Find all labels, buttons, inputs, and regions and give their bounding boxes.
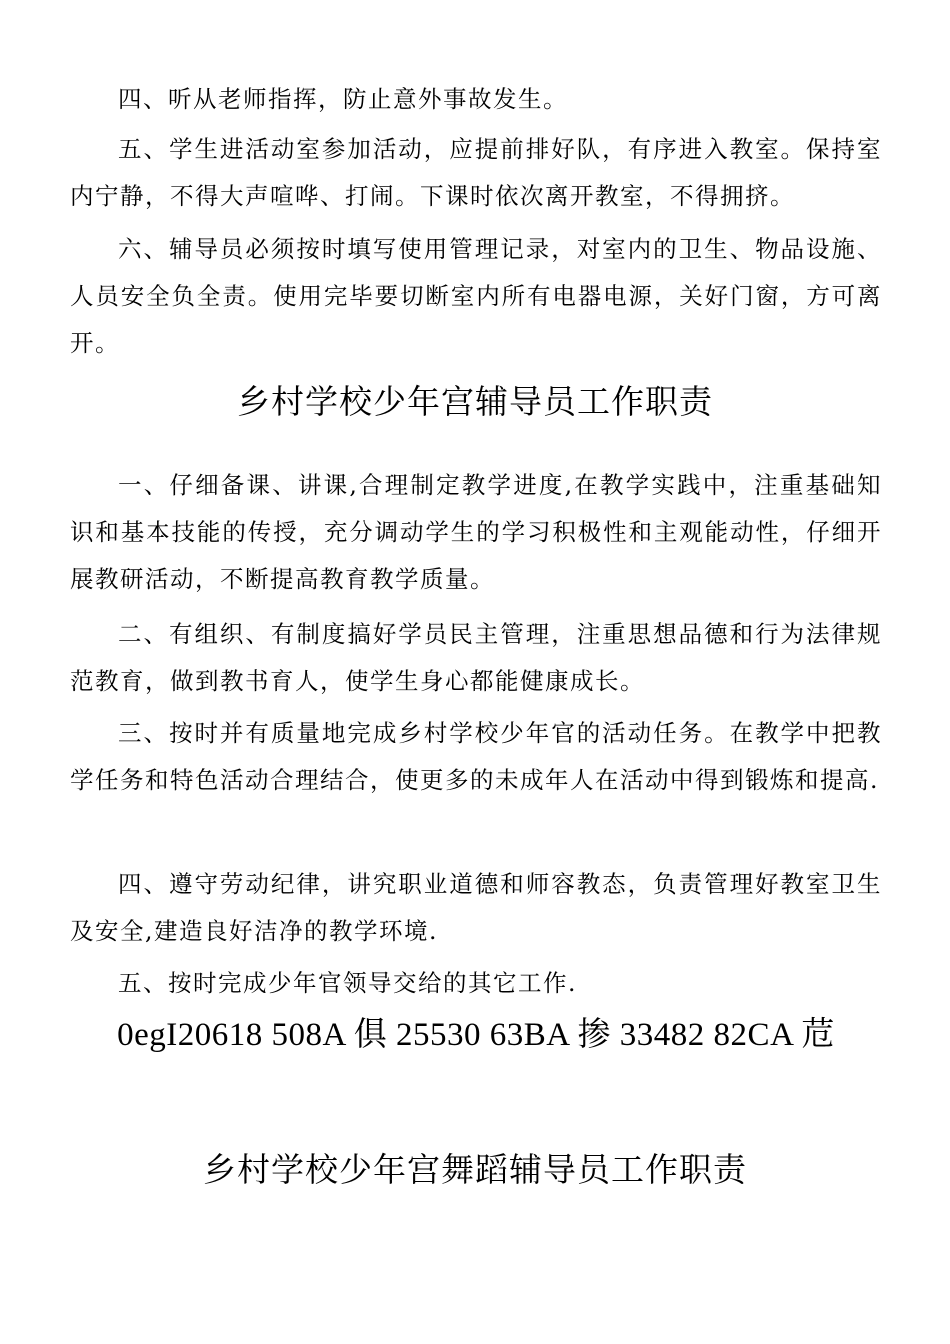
duty-item-2: 二、有组织、有制度搞好学员民主管理，注重思想品德和行为法律规范教育，做到教书育人，使学生身心都能健康成长。	[70, 620, 882, 695]
duty-item-3: 三、按时并有质量地完成乡村学校少年官的活动任务。在教学中把教学任务和特色活动合理结合，使更多的未成年人在活动中得到锻炼和提高.	[70, 719, 882, 794]
section-title-dance-counselor-duties: 乡村学校少年宫舞蹈辅导员工作职责	[203, 1150, 747, 1189]
rule-item-5: 五、学生进活动室参加活动，应提前排好队，有序进入教室。保持室内宁静，不得大声喧哗、打闹。下课时依次离开教室，不得拥挤。	[70, 135, 882, 210]
encoded-text-line: 0egI20618 508A 俱 25530 63BA 掺 33482 82CA 苊	[117, 1017, 835, 1053]
duty-item-1: 一、仔细备课、讲课,合理制定教学进度,在教学实践中，注重基础知识和基本技能的传授，充分调动学生的学习积极性和主观能动性，仔细开展教研活动，不断提高教育教学质量。	[70, 471, 882, 593]
rule-item-6: 六、辅导员必须按时填写使用管理记录，对室内的卫生、物品设施、人员安全负全责。使用完毕要切断室内所有电器电源，关好门窗，方可离开。	[70, 235, 882, 357]
section-title-counselor-duties: 乡村学校少年宫辅导员工作职责	[237, 382, 713, 421]
duty-item-5: 五、按时完成少年官领导交给的其它工作.	[118, 969, 577, 997]
duty-item-4: 四、遵守劳动纪律，讲究职业道德和师容教态，负责管理好教室卫生及安全,建造良好洁净的教学环境.	[70, 870, 882, 945]
rule-item-4: 四、听从老师指挥，防止意外事故发生。	[118, 85, 568, 113]
